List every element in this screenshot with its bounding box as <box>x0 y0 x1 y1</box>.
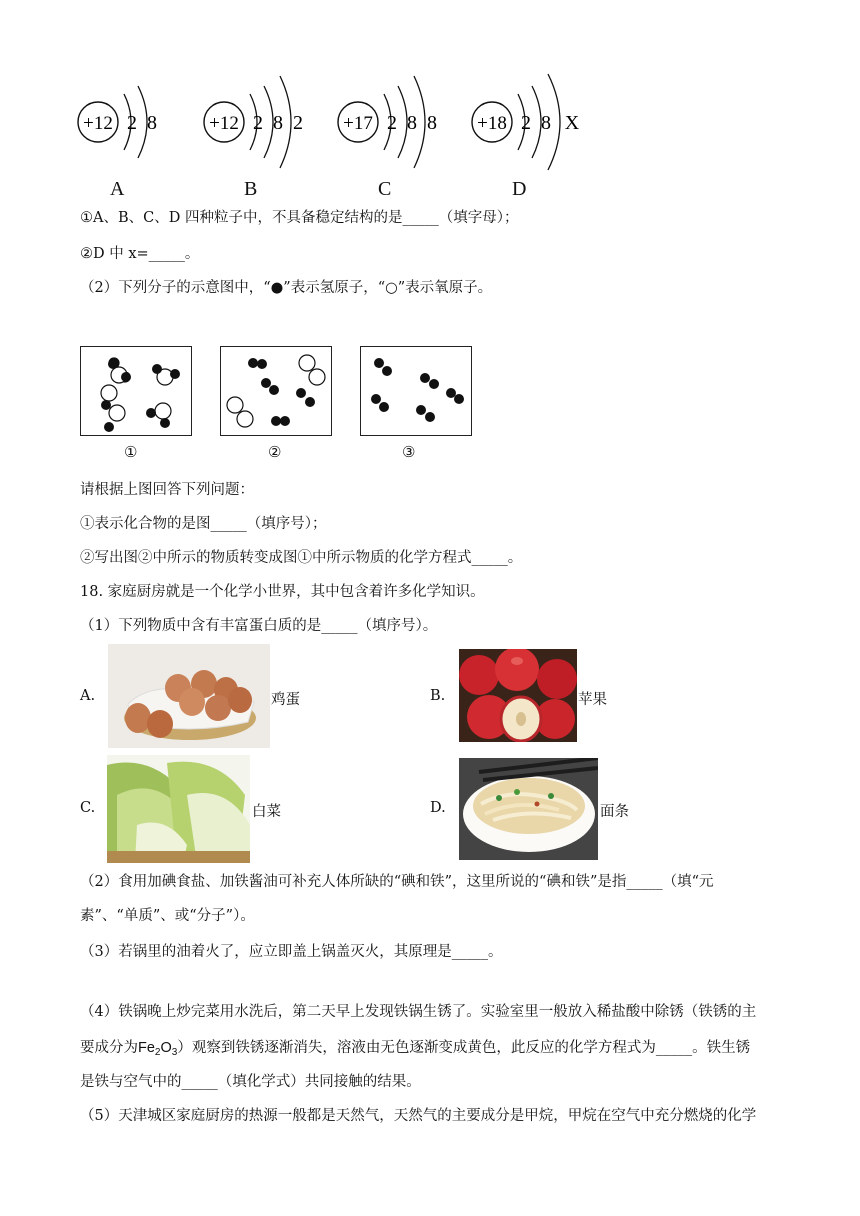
molecule-box-1 <box>80 346 192 436</box>
option-a-name: 鸡蛋 <box>271 692 300 708</box>
atom-a-nucleus: +12 <box>83 113 113 134</box>
atom-diagram-c <box>336 66 466 166</box>
atom-c-nucleus: +17 <box>343 113 373 134</box>
noodles-photo <box>459 758 598 860</box>
atom-b-nucleus: +12 <box>209 113 239 134</box>
apples-photo <box>459 649 577 742</box>
option-d-name: 面条 <box>600 804 629 820</box>
q18-part4-suffix: ）观察到铁锈逐渐消失，溶液由无色逐渐变成黄色，此反应的化学方程式为_____。铁生锈 <box>177 1040 751 1056</box>
atom-b-shell-3: 2 <box>293 112 303 134</box>
q18-title: 18. 家庭厨房就是一个化学小世界，其中包含着许多化学知识。 <box>80 584 485 600</box>
option-b-letter: B. <box>430 688 446 704</box>
atom-d-shell-2: 8 <box>541 112 551 134</box>
formula-sub-2: 2 <box>154 1047 161 1058</box>
option-d-letter: D. <box>430 800 446 816</box>
option-a-letter: A. <box>80 688 96 704</box>
atom-diagram-a <box>76 66 206 166</box>
q18-part5: （5）天津城区家庭厨房的热源一般都是天然气，天然气的主要成分是甲烷，甲烷在空气中充分燃烧的化学 <box>80 1108 757 1124</box>
atom-diagram-d <box>470 66 600 166</box>
q17-part2: （2）下列分子的示意图中，“●”表示氢原子，“○”表示氧原子。 <box>80 280 493 296</box>
option-b-name: 苹果 <box>578 692 607 708</box>
atom-c-shell-2: 8 <box>407 112 417 134</box>
atom-c-shell-3: 8 <box>427 112 437 134</box>
q18-part4-line2 <box>80 1038 750 1063</box>
q18-part2-line2: 素”、“单质”、或“分子”）。 <box>80 908 255 924</box>
molecule-box-number-2: ② <box>268 443 282 461</box>
atom-label-b: B <box>244 178 258 200</box>
atom-diagram-b <box>202 66 332 166</box>
atom-b-shell-1: 2 <box>253 112 263 134</box>
fe2o3-formula <box>138 1040 177 1056</box>
atom-label-c: C <box>378 178 392 200</box>
atom-d-shell-3: X <box>564 112 580 134</box>
q18-part3: （3）若锅里的油着火了，应立即盖上锅盖灭火，其原理是_____。 <box>80 944 503 960</box>
molecule-box-number-1: ① <box>124 443 138 461</box>
q18-part4-line3: 是铁与空气中的_____（填化学式）共同接触的结果。 <box>80 1074 421 1090</box>
q17-prompt: 请根据上图回答下列问题： <box>80 482 254 498</box>
atom-a-shell-1: 2 <box>127 112 137 134</box>
q17-line1: ①A、B、C、D 四种粒子中，不具备稳定结构的是_____（填字母）； <box>80 210 519 226</box>
atom-d-nucleus: +18 <box>477 113 507 134</box>
eggs-photo <box>108 644 270 748</box>
molecule-box-3 <box>360 346 472 436</box>
cabbage-photo <box>107 755 250 863</box>
q18-part4-prefix: 要成分为 <box>80 1040 138 1056</box>
atom-a-shell-2: 8 <box>147 112 157 134</box>
atom-c-shell-1: 2 <box>387 112 397 134</box>
molecule-box-number-3: ③ <box>402 443 416 461</box>
q18-part2-line1: （2）食用加碘食盐、加铁酱油可补充人体所缺的“碘和铁”，这里所说的“碘和铁”是指_____（填“元 <box>80 874 714 890</box>
q17-q2: ②写出图②中所示的物质转变成图①中所示物质的化学方程式_____。 <box>80 550 523 566</box>
q17-q1: ①表示化合物的是图_____（填序号）； <box>80 516 327 532</box>
atom-d-shell-1: 2 <box>521 112 531 134</box>
atom-b-shell-2: 8 <box>273 112 283 134</box>
formula-fe: Fe <box>138 1040 155 1056</box>
atom-label-d: D <box>512 178 527 200</box>
molecule-box-2 <box>220 346 332 436</box>
formula-sub-3: 3 <box>171 1047 178 1058</box>
q18-part1: （1）下列物质中含有丰富蛋白质的是_____（填序号）。 <box>80 618 438 634</box>
q18-part4-line1: （4）铁锅晚上炒完菜用水洗后，第二天早上发现铁锅生锈了。实验室里一般放入稀盐酸中除锈（铁锈的主 <box>80 1004 757 1020</box>
option-c-name: 白菜 <box>252 804 281 820</box>
formula-o: O <box>160 1040 172 1056</box>
q17-line2: ②D 中 x=_____。 <box>80 246 200 262</box>
atom-label-a: A <box>110 178 125 200</box>
option-c-letter: C. <box>80 800 96 816</box>
